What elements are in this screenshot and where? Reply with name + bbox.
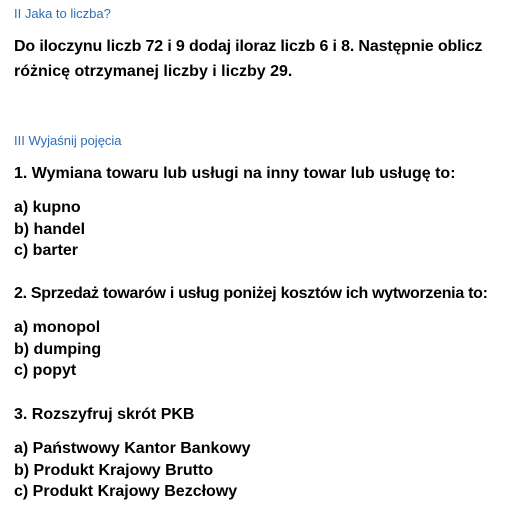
question-1-text: 1. Wymiana towaru lub usługi na inny towar lub usługę to: xyxy=(14,165,456,182)
question-3 xyxy=(14,405,194,425)
answer-3c: c) Produkt Krajowy Bezcłowy xyxy=(14,483,238,500)
question-3-text: 3. Rozszyfruj skrót PKB xyxy=(14,406,195,423)
question-1-answers xyxy=(14,197,85,262)
question-2 xyxy=(14,284,488,304)
question-2-answers xyxy=(14,317,101,382)
question-2-text: 2. Sprzedaż towarów i usług poniżej kosztów ich wytworzenia to: xyxy=(14,285,488,302)
question-1 xyxy=(14,164,456,184)
answer-2b: b) dumping xyxy=(14,340,102,358)
answer-1b: b) handel xyxy=(14,220,86,238)
question-3-answers xyxy=(14,438,251,503)
task-line-1: Do iloczynu liczb 72 i 9 dodaj iloraz liczb 6 i 8. Następnie oblicz xyxy=(14,38,483,55)
answer-1a: a) kupno xyxy=(14,199,81,216)
answer-3b: b) Produkt Krajowy Brutto xyxy=(14,461,214,479)
task-line-2: różnicę otrzymanej liczby i liczby 29. xyxy=(14,63,293,80)
section-3-heading: III Wyjaśnij pojęcia xyxy=(14,133,122,148)
answer-1c: c) barter xyxy=(14,242,79,259)
answer-3a: a) Państwowy Kantor Bankowy xyxy=(14,440,251,457)
section-2-task xyxy=(14,36,482,83)
answer-2c: c) popyt xyxy=(14,362,77,379)
section-2-heading: II Jaka to liczba? xyxy=(14,6,111,21)
answer-2a: a) monopol xyxy=(14,319,101,336)
